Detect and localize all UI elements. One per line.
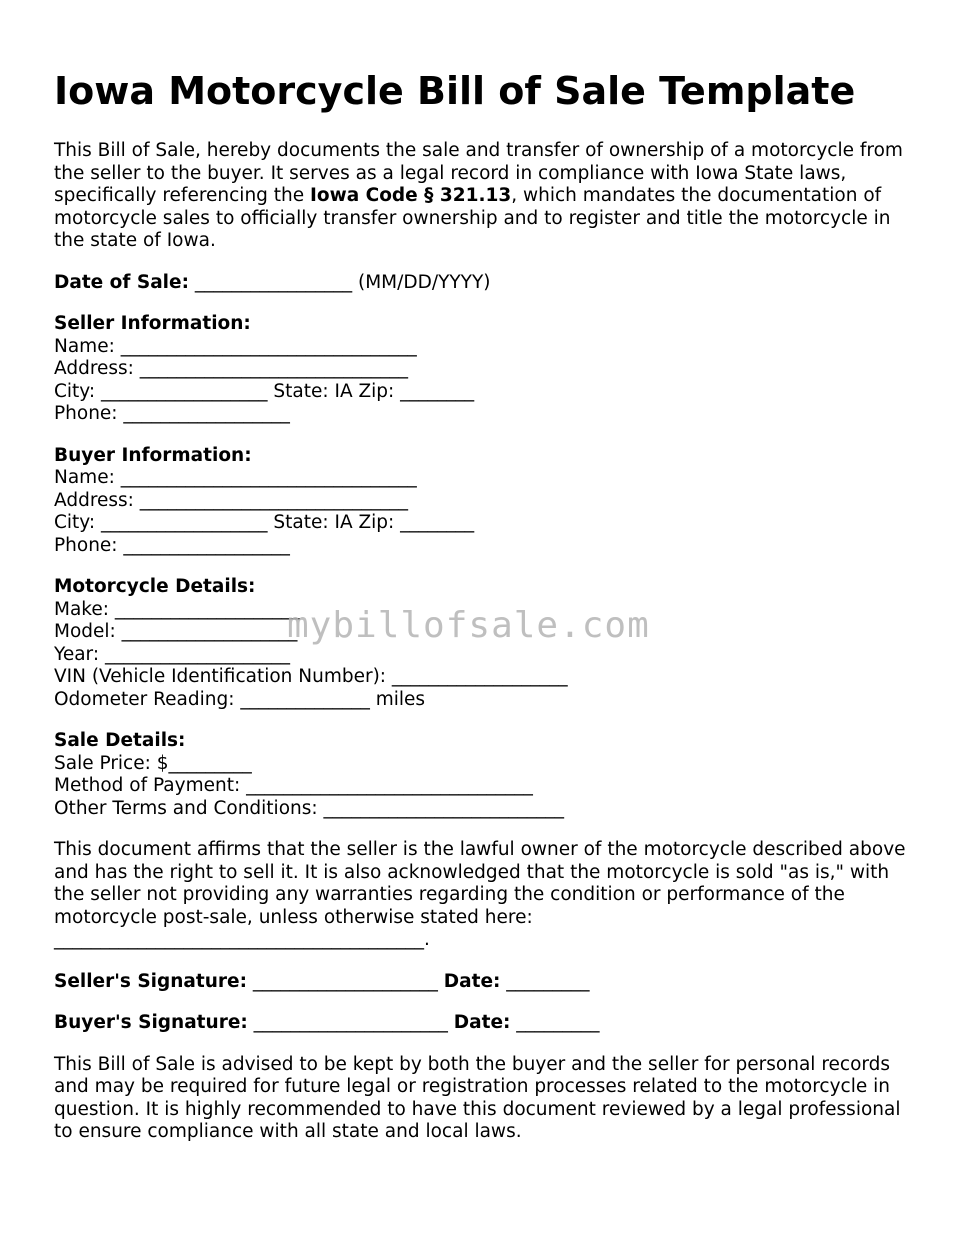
date-of-sale-blank: _________________ (MM/DD/YYYY): [188, 271, 491, 293]
intro-paragraph: [54, 140, 924, 253]
date-of-sale-label: Date of Sale:: [54, 271, 189, 293]
model-field: Model: ___________________: [54, 621, 298, 642]
seller-signature-blank: ____________________: [247, 970, 444, 992]
seller-address-field: Address: _____________________________: [54, 358, 409, 379]
document-title: Iowa Motorcycle Bill of Sale Template: [54, 69, 856, 113]
vin-field: VIN (Vehicle Identification Number): ___________________: [54, 666, 568, 687]
year-field: Year: ____________________: [54, 643, 290, 665]
buyer-signature-line: [54, 1012, 924, 1035]
buyer-information-heading: Buyer Information:: [54, 444, 252, 466]
seller-city-state-zip-field: City: __________________ State: IA Zip: ________: [54, 380, 475, 402]
seller-information-section: [54, 313, 924, 426]
buyer-phone-field: Phone: __________________: [54, 534, 290, 556]
affirmation-paragraph: [54, 839, 924, 952]
date-of-sale-line: [54, 272, 924, 295]
seller-date-blank: _________: [500, 970, 590, 992]
buyer-date-blank: _________: [510, 1012, 600, 1033]
buyer-information-section: [54, 445, 924, 558]
seller-signature-line: [54, 971, 924, 994]
seller-name-field: Name: ________________________________: [54, 335, 417, 357]
other-terms-field: Other Terms and Conditions: __________________________: [54, 797, 564, 819]
closing-paragraph: This Bill of Sale is advised to be kept by both the buyer and the seller for personal records and may be required for future legal or registration processes related to the motorcycle in question. It is highly recommended to have this document reviewed by a legal professional to ensure compliance with all state and local laws.: [54, 1053, 901, 1142]
buyer-signature-label: Buyer's Signature:: [54, 1012, 248, 1033]
payment-method-field: Method of Payment: _______________________________: [54, 775, 533, 796]
odometer-field: Odometer Reading: ______________ miles: [54, 688, 426, 710]
sale-details-section: [54, 730, 924, 820]
buyer-date-label: Date:: [453, 1012, 511, 1033]
buyer-name-field: Name: ________________________________: [54, 467, 417, 488]
seller-information-heading: Seller Information:: [54, 313, 251, 334]
iowa-code-reference: Iowa Code § 321.13: [310, 185, 512, 206]
buyer-city-state-zip-field: City: __________________ State: IA Zip: ________: [54, 512, 475, 533]
buyer-address-field: Address: _____________________________: [54, 489, 409, 511]
sale-price-field: Sale Price: $_________: [54, 752, 252, 774]
motorcycle-details-heading: Motorcycle Details:: [54, 576, 256, 597]
affirmation-text: This document affirms that the seller is the lawful owner of the motorcycle described above and has the right to sell it. It is also acknowledged that the motorcycle is sold "as is," with the seller not providing any warranties regarding the condition or performance of the motorcycle post-sale, unless otherwise stated here:: [54, 839, 906, 928]
seller-phone-field: Phone: __________________: [54, 403, 290, 424]
intro-text-after: , which mandates the documentation of motorcycle sales to officially transfer ownership and to register and title the motorcycle in the state of Iowa.: [54, 185, 891, 251]
intro-text-before: This Bill of Sale, hereby documents the sale and transfer of ownership of a motorcycle from the seller to the buyer. It serves as a legal record in compliance with Iowa State laws, specifically referencing the: [54, 140, 903, 206]
buyer-signature-blank: _____________________: [247, 1012, 454, 1033]
sale-details-heading: Sale Details:: [54, 730, 186, 751]
seller-date-label: Date:: [443, 970, 501, 992]
seller-signature-label: Seller's Signature:: [54, 970, 247, 992]
affirmation-blank: ________________________________________.: [54, 929, 430, 950]
make-field: Make: ____________________: [54, 598, 300, 620]
watermark: mybillofsale.com: [287, 605, 650, 646]
